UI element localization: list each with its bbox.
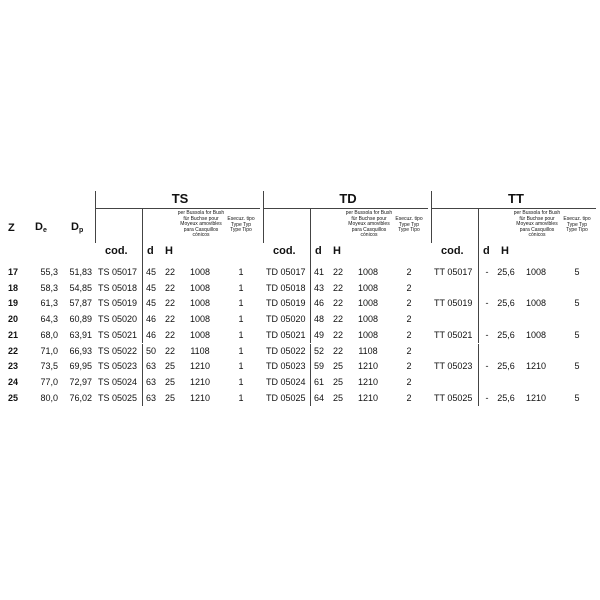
row-d-tt: - [485,361,489,372]
row-cod-td: TD 05023 [266,361,306,372]
column-header-h-ts: H [165,245,173,257]
row-z: 23 [8,361,19,372]
row-h-ts: 22 [164,329,175,340]
row-cod-ts: TS 05017 [98,267,138,277]
row-cod-separator-tt [478,375,479,391]
row-h-ts: 22 [164,282,175,293]
row-type-ts: 1 [238,298,244,309]
row-d-td: 48 [313,314,324,325]
row-dp: 54,85 [69,282,92,293]
column-header-h-td: H [333,245,341,257]
row-type-td: 2 [406,314,412,325]
row-d-td: 43 [313,282,324,293]
row-h-td: 22 [332,298,343,309]
row-type-td: 2 [406,392,412,403]
column-header-d-ts: d [147,245,154,257]
row-cod-ts: TS 05018 [98,282,138,293]
row-bush-td: 1008 [357,314,379,325]
header-cod-separator-td [310,208,311,265]
row-bush-td: 1210 [357,392,379,403]
row-type-td: 2 [406,329,412,340]
row-dp: 76,02 [69,392,92,403]
column-header-h-tt: H [501,245,509,257]
row-h-td: 25 [332,361,343,372]
row-z: 22 [8,345,19,356]
column-header-cod-tt: cod. [441,245,464,257]
row-de: 68,0 [40,329,58,340]
row-type-ts: 1 [238,267,244,277]
row-h-td: 22 [332,282,343,293]
row-cod-td: TD 05019 [266,298,306,309]
row-d-ts: 63 [145,392,156,403]
row-d-ts: 46 [145,329,156,340]
row-dp: 69,95 [69,361,92,372]
row-d-tt: - [485,329,489,340]
row-type-td: 2 [406,376,412,387]
row-h-ts: 22 [164,298,175,309]
row-d-ts: 63 [145,361,156,372]
row-bush-tt: 1008 [525,329,547,340]
column-header-d-tt: d [483,245,490,257]
row-h-td: 25 [332,392,343,403]
group-title-tt: TT [508,191,524,206]
row-type-tt: 5 [574,361,580,372]
row-bush-ts: 1210 [189,361,211,372]
row-h-td: 22 [332,314,343,325]
column-header-dp-sub: p [78,227,84,234]
row-dp: 57,87 [69,298,92,309]
row-h-tt: 25,6 [497,392,515,403]
row-bush-td: 1008 [357,329,379,340]
group-left-rule-tt [431,191,432,243]
column-header-de [35,221,47,234]
row-h-td: 25 [332,376,343,387]
row-d-td: 52 [313,345,324,356]
row-d-tt: - [485,298,489,309]
row-bush-ts: 1008 [189,298,211,309]
row-bush-td: 1008 [357,267,379,277]
column-header-bush-ts: per Bussola for Bush für Buchse pour Moyeux amovibles para Casquillos cónicos [177,210,225,238]
row-bush-td: 1008 [357,282,379,293]
row-dp: 60,89 [69,314,92,325]
group-title-td: TD [339,191,357,206]
row-cod-td: TD 05020 [266,314,306,325]
row-d-ts: 45 [145,267,156,277]
row-cod-td: TD 05017 [266,267,306,277]
row-type-td: 2 [406,282,412,293]
row-h-ts: 22 [164,314,175,325]
row-type-ts: 1 [238,282,244,293]
row-bush-ts: 1008 [189,329,211,340]
row-cod-tt: TT 05019 [434,298,473,309]
row-d-td: 49 [313,329,324,340]
row-z: 24 [8,376,19,387]
group-top-rule-tt [431,208,596,209]
header-cod-separator-ts [142,208,143,265]
row-type-tt: 5 [574,329,580,340]
row-type-tt: 5 [574,392,580,403]
row-d-td: 59 [313,361,324,372]
row-cod-tt: TT 05023 [434,361,473,372]
row-type-ts: 1 [238,345,244,356]
row-cod-separator-tt [478,312,479,328]
row-cod-tt: TT 05017 [434,267,473,277]
group-top-rule-td [263,208,428,209]
row-dp: 72,97 [69,376,92,387]
row-type-ts: 1 [238,329,244,340]
row-cod-ts: TS 05024 [98,376,138,387]
row-h-td: 22 [332,329,343,340]
column-header-bush-td: per Bussola for Bush für Buchse pour Moyeux amovibles para Casquillos cónicos [345,210,393,238]
column-header-de-sub: e [42,227,47,234]
row-de: 77,0 [40,376,58,387]
row-h-td: 22 [332,267,343,277]
group-left-rule-ts [95,191,96,243]
row-d-td: 46 [313,298,324,309]
row-bush-ts: 1008 [189,267,211,277]
row-cod-ts: TS 05022 [98,345,138,356]
column-header-cod-ts: cod. [105,245,128,257]
row-de: 58,3 [40,282,58,293]
row-z: 19 [8,298,19,309]
row-dp: 66,93 [69,345,92,356]
row-de: 64,3 [40,314,58,325]
row-h-tt: 25,6 [497,298,515,309]
row-d-ts: 63 [145,376,156,387]
row-d-ts: 45 [145,282,156,293]
row-type-ts: 1 [238,361,244,372]
row-type-ts: 1 [238,376,244,387]
row-type-ts: 1 [238,392,244,403]
row-de: 55,3 [40,267,58,277]
column-header-z: Z [8,222,15,234]
row-d-td: 64 [313,392,324,403]
row-type-td: 2 [406,267,412,277]
row-cod-ts: TS 05021 [98,329,138,340]
row-d-ts: 46 [145,314,156,325]
row-h-tt: 25,6 [497,267,515,277]
row-h-ts: 25 [164,392,175,403]
row-d-td: 41 [313,267,324,277]
row-type-td: 2 [406,298,412,309]
group-title-ts: TS [171,191,189,206]
row-d-ts: 45 [145,298,156,309]
row-bush-ts: 1008 [189,314,211,325]
row-de: 71,0 [40,345,58,356]
row-bush-tt: 1210 [525,392,547,403]
row-d-ts: 50 [145,345,156,356]
row-cod-ts: TS 05020 [98,314,138,325]
row-bush-tt: 1008 [525,267,547,277]
row-bush-ts: 1108 [190,345,210,356]
row-cod-tt: TT 05025 [434,392,473,403]
row-z: 18 [8,282,19,293]
row-cod-td: TD 05021 [266,329,306,340]
row-d-tt: - [485,392,489,403]
row-h-ts: 25 [164,376,175,387]
row-cod-ts: TS 05023 [98,361,138,372]
row-cod-td: TD 05024 [266,376,306,387]
row-de: 80,0 [40,392,58,403]
row-type-td: 2 [406,345,412,356]
column-header-type-td: Esecuz. tipo Type Typ Type Tipo [395,216,423,233]
row-bush-td: 1008 [357,298,379,309]
row-cod-td: TD 05025 [266,392,306,403]
row-type-td: 2 [406,361,412,372]
column-header-bush-tt: per Bussola for Bush für Buchse pour Moyeux amovibles para Casquillos cónicos [513,210,561,238]
column-header-d-td: d [315,245,322,257]
group-top-rule-ts [95,208,260,209]
row-h-ts: 22 [164,267,175,277]
column-header-cod-td: cod. [273,245,296,257]
row-de: 61,3 [40,298,58,309]
row-bush-tt: 1210 [525,361,547,372]
row-z: 17 [8,267,19,277]
row-bush-ts: 1008 [189,282,211,293]
row-cod-separator-tt [478,281,479,297]
row-z: 20 [8,314,19,325]
column-header-type-tt: Esecuz. tipo Type Typ Type Tipo [563,216,591,233]
row-h-ts: 22 [164,345,175,356]
column-header-de-main: D [35,221,43,233]
row-type-tt: 5 [574,267,580,277]
row-h-tt: 25,6 [497,329,515,340]
row-bush-td: 1210 [357,376,379,387]
row-cod-ts: TS 05025 [98,392,138,403]
row-dp: 63,91 [69,329,92,340]
row-h-tt: 25,6 [497,361,515,372]
row-cod-td: TD 05022 [266,345,306,356]
row-dp: 51,83 [69,267,92,277]
row-bush-tt: 1008 [525,298,547,309]
row-d-td: 61 [313,376,324,387]
row-bush-td: 1210 [357,361,379,372]
column-header-type-ts: Esecuz. tipo Type Typ Type Tipo [227,216,255,233]
row-type-tt: 5 [574,298,580,309]
row-z: 25 [8,392,19,403]
column-header-dp-main: D [71,221,79,233]
row-type-ts: 1 [238,314,244,325]
row-de: 73,5 [40,361,58,372]
column-header-dp [71,221,83,234]
row-z: 21 [8,329,19,340]
group-left-rule-td [263,191,264,243]
row-bush-td: 1108 [358,345,378,356]
row-h-ts: 25 [164,361,175,372]
row-cod-separator-tt [478,344,479,360]
row-cod-tt: TT 05021 [434,329,473,340]
row-bush-ts: 1210 [189,376,211,387]
row-cod-td: TD 05018 [266,282,306,293]
row-cod-ts: TS 05019 [98,298,138,309]
row-d-tt: - [485,267,489,277]
row-bush-ts: 1210 [189,392,211,403]
header-cod-separator-tt [478,208,479,265]
row-h-td: 22 [332,345,343,356]
